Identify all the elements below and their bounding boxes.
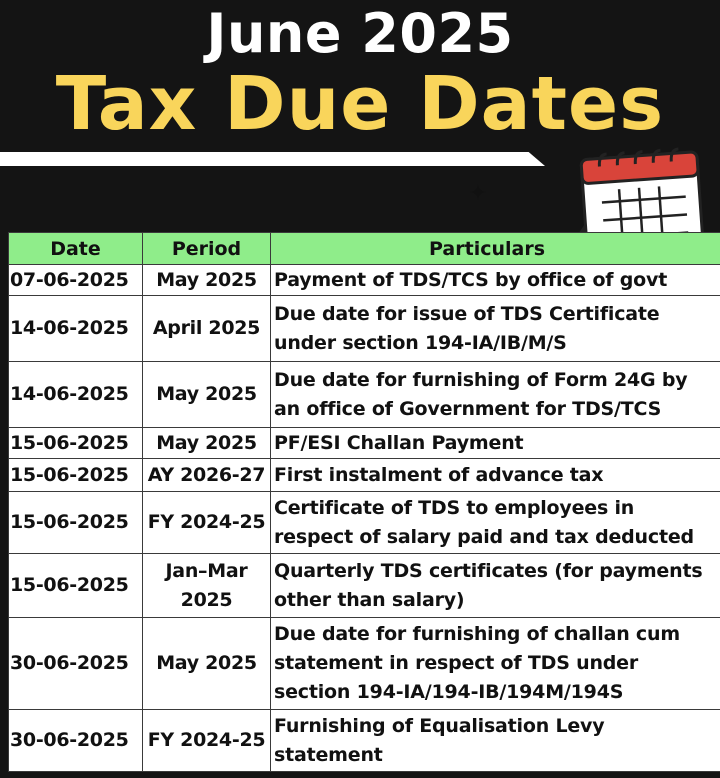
table-row bbox=[9, 492, 720, 554]
tax-due-dates-table bbox=[8, 232, 720, 772]
cell-period: May 2025 bbox=[143, 428, 271, 459]
cell-particulars: First instalment of advance tax bbox=[271, 459, 720, 492]
decorative-stripe bbox=[0, 152, 545, 166]
cell-date: 15-06-2025 bbox=[9, 554, 143, 618]
cell-particulars: Due date for furnishing of Form 24G by an office of Government for TDS/TCS bbox=[271, 362, 720, 428]
cell-date: 14-06-2025 bbox=[9, 296, 143, 362]
table-row bbox=[9, 296, 720, 362]
cell-particulars: Furnishing of Equalisation Levy statement bbox=[271, 710, 720, 772]
cell-date: 15-06-2025 bbox=[9, 459, 143, 492]
table-row bbox=[9, 362, 720, 428]
cell-particulars: Certificate of TDS to employees in respect of salary paid and tax deducted bbox=[271, 492, 720, 554]
table-header-row bbox=[9, 233, 720, 265]
column-header-particulars: Particulars bbox=[271, 233, 720, 265]
sparkle-icon: ✦ bbox=[468, 181, 488, 206]
cell-particulars: Quarterly TDS certificates (for payments other than salary) bbox=[271, 554, 720, 618]
cell-date: 14-06-2025 bbox=[9, 362, 143, 428]
table-row bbox=[9, 554, 720, 618]
column-header-period: Period bbox=[143, 233, 271, 265]
cell-particulars: Due date for furnishing of challan cum statement in respect of TDS under section 194-IA/194-IB/194M/194S bbox=[271, 618, 720, 710]
cell-period: May 2025 bbox=[143, 618, 271, 710]
cell-period: May 2025 bbox=[143, 362, 271, 428]
table-row bbox=[9, 265, 720, 296]
cell-date: 07-06-2025 bbox=[9, 265, 143, 296]
column-header-date: Date bbox=[9, 233, 143, 265]
cell-period: April 2025 bbox=[143, 296, 271, 362]
table-row bbox=[9, 618, 720, 710]
cell-particulars: PF/ESI Challan Payment bbox=[271, 428, 720, 459]
cell-date: 30-06-2025 bbox=[9, 618, 143, 710]
cell-particulars: Due date for issue of TDS Certificate under section 194-IA/IB/M/S bbox=[271, 296, 720, 362]
table-row bbox=[9, 710, 720, 772]
cell-period: Jan–Mar 2025 bbox=[143, 554, 271, 618]
table-row bbox=[9, 459, 720, 492]
cell-particulars: Payment of TDS/TCS by office of govt bbox=[271, 265, 720, 296]
table-row bbox=[9, 428, 720, 459]
cell-period: FY 2024-25 bbox=[143, 710, 271, 772]
cell-date: 30-06-2025 bbox=[9, 710, 143, 772]
page-title-month: June 2025 bbox=[206, 2, 514, 65]
page-title-main: Tax Due Dates bbox=[55, 61, 665, 147]
cell-period: May 2025 bbox=[143, 265, 271, 296]
cell-period: AY 2026-27 bbox=[143, 459, 271, 492]
cell-date: 15-06-2025 bbox=[9, 492, 143, 554]
cell-period: FY 2024-25 bbox=[143, 492, 271, 554]
cell-date: 15-06-2025 bbox=[9, 428, 143, 459]
